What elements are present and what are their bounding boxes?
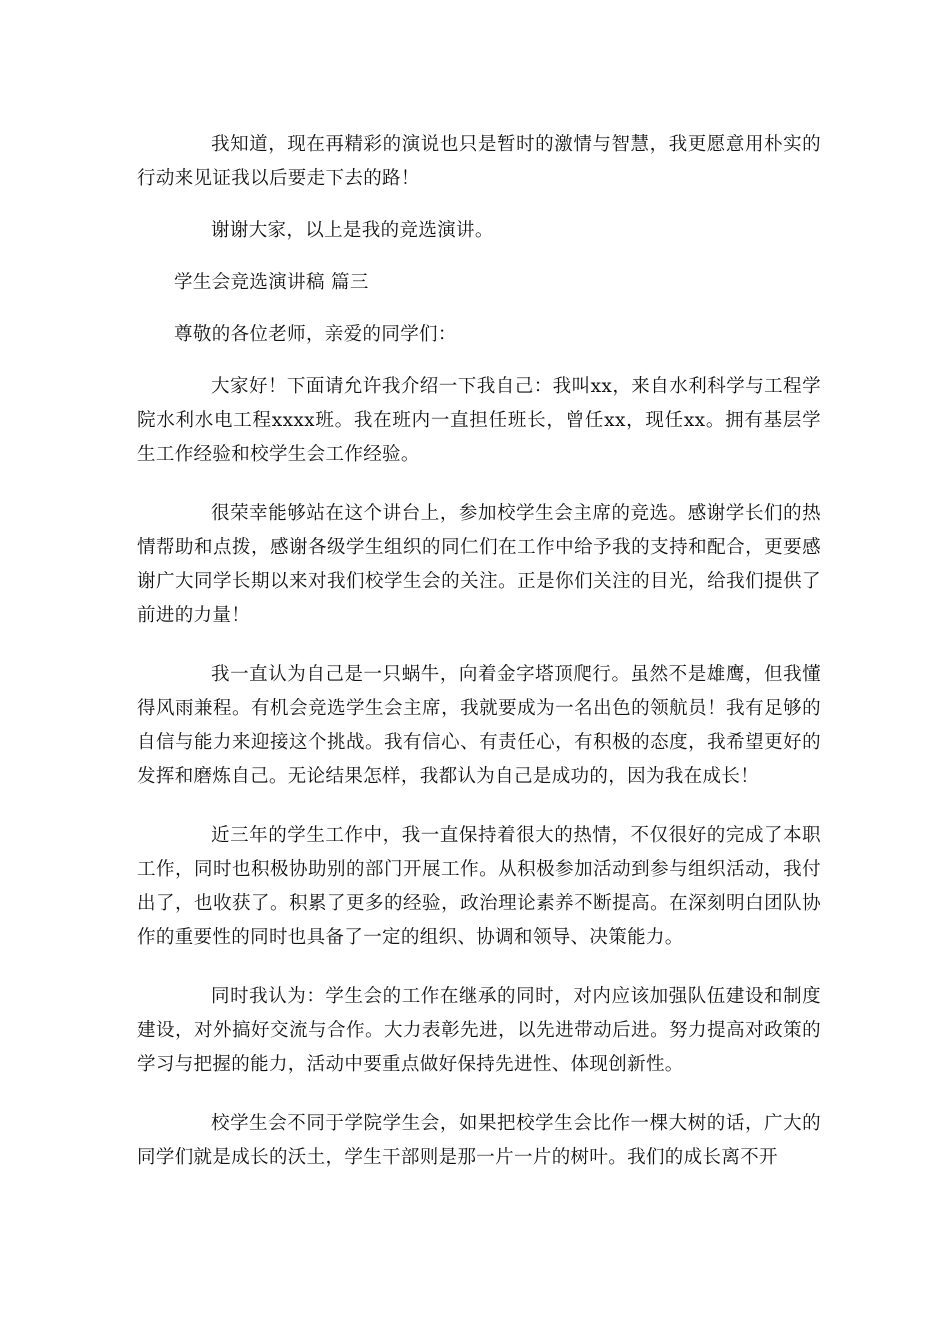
paragraph-snail-metaphor: 我一直认为自己是一只蜗牛，向着金字塔顶爬行。虽然不是雄鹰，但我懂得风雨兼程。有机会竞选学生会主席，我就要成为一名出色的领航员！我有足够的自信与能力来迎接这个挑战。我有信心、有责任心，有积极的态度，我希望更好的发挥和磨炼自己。无论结果怎样，我都认为自己是成功的，因为我在成长！ — [137, 664, 821, 787]
paragraph-thanks: 谢谢大家，以上是我的竞选演讲。 — [211, 220, 494, 241]
section-heading: 学生会竞选演讲稿 篇三 — [174, 272, 369, 293]
salutation: 尊敬的各位老师，亲爱的同学们： — [174, 324, 457, 345]
paragraph-work-plan: 同时我认为：学生会的工作在继承的同时，对内应该加强队伍建设和制度建设，对外搞好交流与合作。大力表彰先进，以先进带动后进。努力提高对政策的学习与把握的能力，活动中要重点做好保持先进性、体现创新性。 — [137, 986, 821, 1075]
paragraph-tree-metaphor: 校学生会不同于学院学生会，如果把校学生会比作一棵大树的话，广大的同学们就是成长的沃土，学生干部则是那一片一片的树叶。我们的成长离不开 — [137, 1113, 821, 1168]
paragraph-gratitude: 很荣幸能够站在这个讲台上，参加校学生会主席的竞选。感谢学长们的热情帮助和点拨，感谢各级学生组织的同仁们在工作中给予我的支持和配合，更要感谢广大同学长期以来对我们校学生会的关注。正是你们关注的目光，给我们提供了前进的力量！ — [137, 503, 821, 626]
paragraph-introduction: 大家好！下面请允许我介绍一下我自己：我叫xx，来自水利科学与工程学院水利水电工程xxxx班。我在班内一直担任班长，曾任xx，现任xx。拥有基层学生工作经验和校学生会工作经验。 — [137, 376, 821, 465]
document-page — [137, 128, 821, 1175]
paragraph-closing-remark: 我知道，现在再精彩的演说也只是暂时的激情与智慧，我更愿意用朴实的行动来见证我以后要走下去的路！ — [137, 134, 821, 189]
paragraph-work-experience: 近三年的学生工作中，我一直保持着很大的热情，不仅很好的完成了本职工作，同时也积极协助别的部门开展工作。从积极参加活动到参与组织活动，我付出了，也收获了。积累了更多的经验，政治理论素养不断提高。在深刻明白团队协作的重要性的同时也具备了一定的组织、协调和领导、决策能力。 — [137, 825, 821, 948]
